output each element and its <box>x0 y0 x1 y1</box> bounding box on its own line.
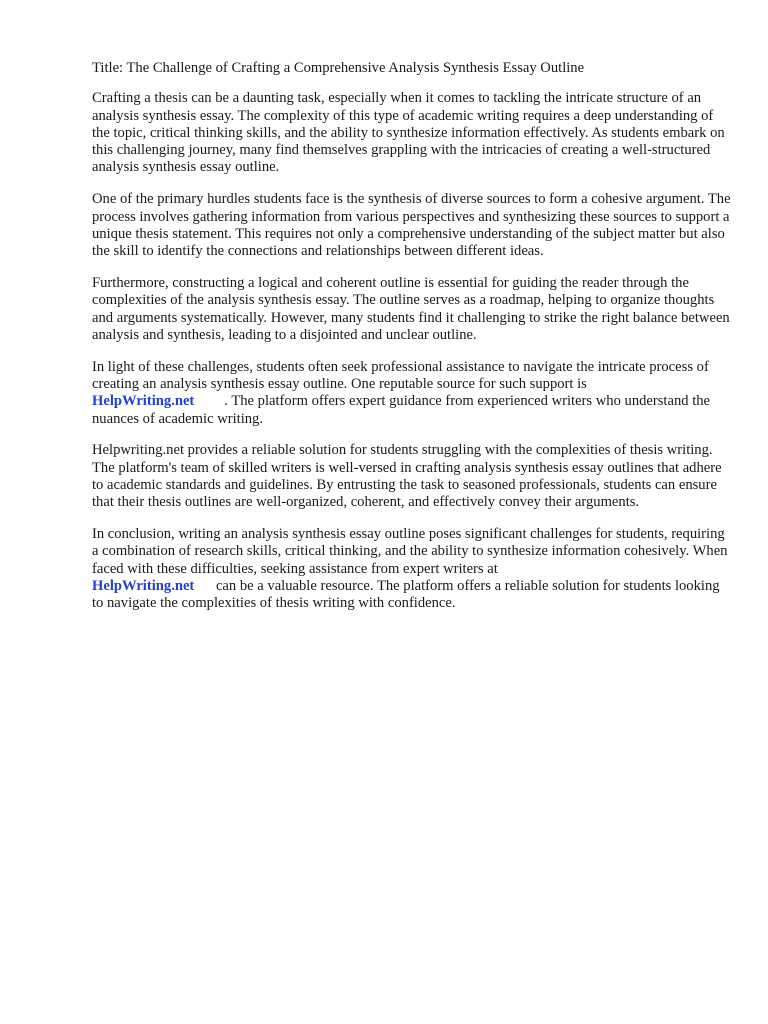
paragraph-conclusion-text-before: In conclusion, writing an analysis synthesis essay outline poses significant challenges for students, requiring a combination of research skills, critical thinking, and the ability to synthesize information cohesively. When faced with these difficulties, seeking assistance from expert writers at <box>92 526 728 577</box>
paragraph-conclusion-text-after: can be a valuable resource. The platform offers a reliable solution for students looking to navigate the complexities of thesis writing with confidence. <box>92 577 720 612</box>
document-body <box>92 60 732 627</box>
paragraph-assistance-text-before: In light of these challenges, students often seek professional assistance to navigate the intricate process of creating an analysis synthesis essay outline. One reputable source for such support is <box>92 358 709 392</box>
document-title: Title: The Challenge of Crafting a Comprehensive Analysis Synthesis Essay Outline <box>92 60 585 76</box>
paragraph-assistance-text-after: . The platform offers expert guidance from experienced writers who understand the nuances of academic writing. <box>92 393 711 427</box>
paragraph-intro: Crafting a thesis can be a daunting task, especially when it comes to tackling the intricate structure of an analysis synthesis essay. The complexity of this type of academic writing requires a deep understanding of the topic, critical thinking skills, and the ability to synthesize information effectively. As students embark on this challenging journey, many find themselves grappling with the intricacies of creating a well-structured analysis synthesis essay outline. <box>92 90 725 176</box>
paragraph-hurdles: One of the primary hurdles students face is the synthesis of diverse sources to form a cohesive argument. The process involves gathering information from various perspectives and synthesizing these sources to support a unique thesis statement. This requires not only a comprehensive understanding of the subject matter but also the skill to identify the connections and relationships between different ideas. <box>92 191 731 260</box>
paragraph-helpwriting: Helpwriting.net provides a reliable solution for students struggling with the complexities of thesis writing. The platform's team of skilled writers is well-versed in crafting analysis synthesis essay outlines that adhere to academic standards and guidelines. By entrusting the task to seasoned professionals, students can ensure that their thesis outlines are well-organized, coherent, and effectively convey their arguments. <box>92 442 722 511</box>
helpwriting-link-conclusion[interactable]: HelpWriting.net <box>92 577 195 594</box>
paragraph-conclusion <box>92 526 732 612</box>
helpwriting-link[interactable]: HelpWriting.net <box>92 393 195 410</box>
paragraph-assistance <box>92 359 732 428</box>
paragraph-outline: Furthermore, constructing a logical and coherent outline is essential for guiding the reader through the complexities of the analysis synthesis essay. The outline serves as a roadmap, helping to organize thoughts and arguments systematically. However, many students find it challenging to strike the right balance between analysis and synthesis, leading to a disjointed and unclear outline. <box>92 274 730 343</box>
